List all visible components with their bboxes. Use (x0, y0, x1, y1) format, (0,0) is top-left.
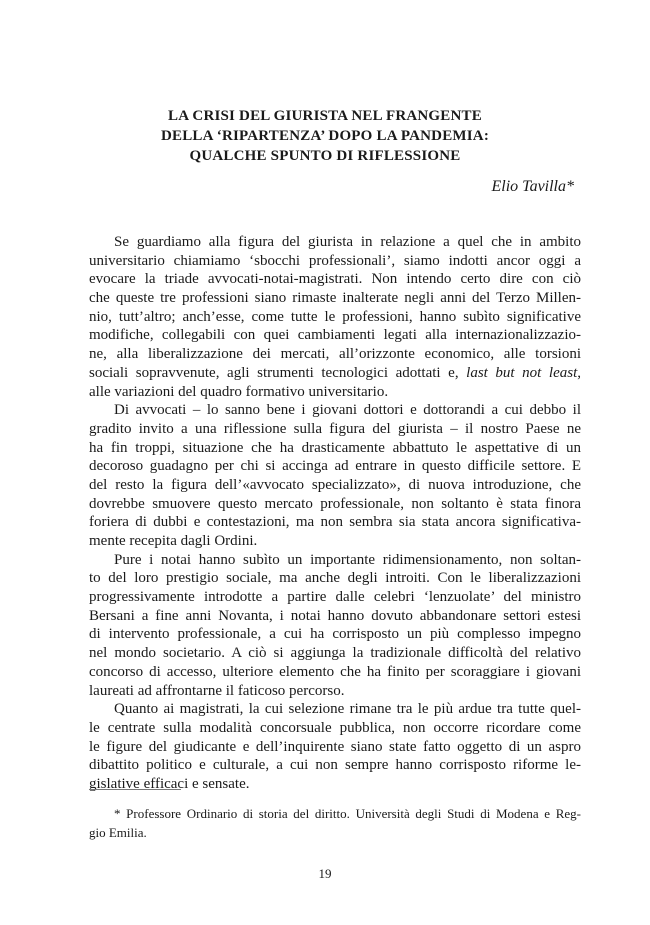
body-text: sociali sopravvenute, agli strumenti tecnologici adottati e, (89, 364, 467, 381)
footnote-line: gio Emilia. (89, 824, 147, 840)
body-line: alle variazioni del quadro formativo universitario. (89, 383, 389, 400)
article-title (0, 106, 650, 166)
body-line: Bersani a fine anni Novanta, i notai hanno dovuto abbandonare settori estesi (89, 607, 581, 624)
body-line: Quanto ai magistrati, la cui selezione rimane tra le più ardue tra tutte quel- (114, 701, 581, 718)
body-line: concorso di accesso, ulteriore elemento che ha finito per scoraggiare i giovani (89, 663, 581, 680)
body-line: ha fin troppi, situazione che ha drasticamente abbattuto le aspettative di un (89, 439, 581, 456)
footnote-line: * Professore Ordinario di storia del diritto. Università degli Studi di Modena e Reg- (114, 806, 581, 821)
italic-phrase: last but not least (466, 364, 578, 381)
body-line: universitario chiamiamo ‘sbocchi professionali’, siamo indotti ancor oggi a (89, 252, 581, 269)
footnote (89, 804, 581, 841)
body-line: nel mondo societario. A ciò si aggiunga la tradizionale difficoltà del relativo (89, 645, 581, 662)
body-line: evocare la triade avvocati-notai-magistrati. Non intendo certo dire con ciò (89, 271, 581, 288)
footnote-separator (89, 789, 181, 790)
body-line: foriera di dubbi e contestazioni, ma non sembra sia stata ancora significativa- (89, 514, 581, 531)
body-text: , (577, 364, 581, 381)
body-line: decoroso guadagno per chi si accinga ad entrare in questo difficile settore. E (89, 458, 581, 475)
body-line: di intervento professionale, a cui ha corrisposto un più complesso impegno (89, 626, 581, 643)
body-line: le figure del giudicante e dell’inquirente siano state fatto oggetto di un aspro (89, 738, 581, 755)
page-number: 19 (318, 866, 332, 881)
title-line-1: LA CRISI DEL GIURISTA NEL FRANGENTE (168, 108, 482, 124)
body-line: modifiche, collegabili con quei cambiamenti legati alla internazionalizzazio- (89, 327, 581, 344)
body-line: mente recepita dagli Ordini. (89, 533, 258, 549)
body-line: Pure i notai hanno subìto un importante ridimensionamento, non soltan- (114, 551, 581, 568)
body-line: dibattito politico e culturale, a cui non sempre hanno corrisposto riforme le- (89, 757, 581, 774)
body-line: che queste tre professioni siano rimaste inalterate negli anni del Terzo Millen- (89, 290, 581, 307)
body-line: ne, alla liberalizzazione dei mercati, all’orizzonte economico, alle torsioni (89, 346, 581, 363)
article-body (89, 233, 581, 794)
body-line (89, 364, 581, 383)
title-line-3: QUALCHE SPUNTO DI RIFLESSIONE (189, 148, 461, 164)
author-name: Elio Tavilla* (491, 178, 574, 195)
body-line: le centrate sulla modalità concorsuale pubblica, non occorre ricordare come (89, 719, 581, 736)
body-line: del resto la figura dell’«avvocato specializzato», di nuova introduzione, che (89, 476, 581, 493)
body-line: progressivamente introdotte a partire dalle celebri ‘lenzuolate’ del ministro (89, 589, 581, 606)
body-line: to del loro prestigio sociale, ma anche degli introiti. Con le liberalizzazioni (89, 570, 581, 587)
body-line: Se guardiamo alla figura del giurista in relazione a quel che in ambito (114, 234, 581, 250)
body-line: nio, tutt’altro; anch’esse, come tutte le professioni, hanno subìto significative (89, 308, 581, 325)
body-line: dovrebbe smuovere questo mercato professionale, non soltanto è stata finora (89, 495, 581, 512)
body-line: gislative efficaci e sensate. (89, 775, 250, 792)
body-line: gradito invito a una riflessione sulla figura del giurista – il nostro Paese ne (89, 420, 581, 437)
body-line: Di avvocati – lo sanno bene i giovani dottori e dottorandi a cui debbo il (114, 402, 581, 419)
title-line-2: DELLA ‘RIPARTENZA’ DOPO LA PANDEMIA: (160, 128, 490, 144)
body-line: laureati ad affrontarne il faticoso percorso. (89, 682, 345, 699)
